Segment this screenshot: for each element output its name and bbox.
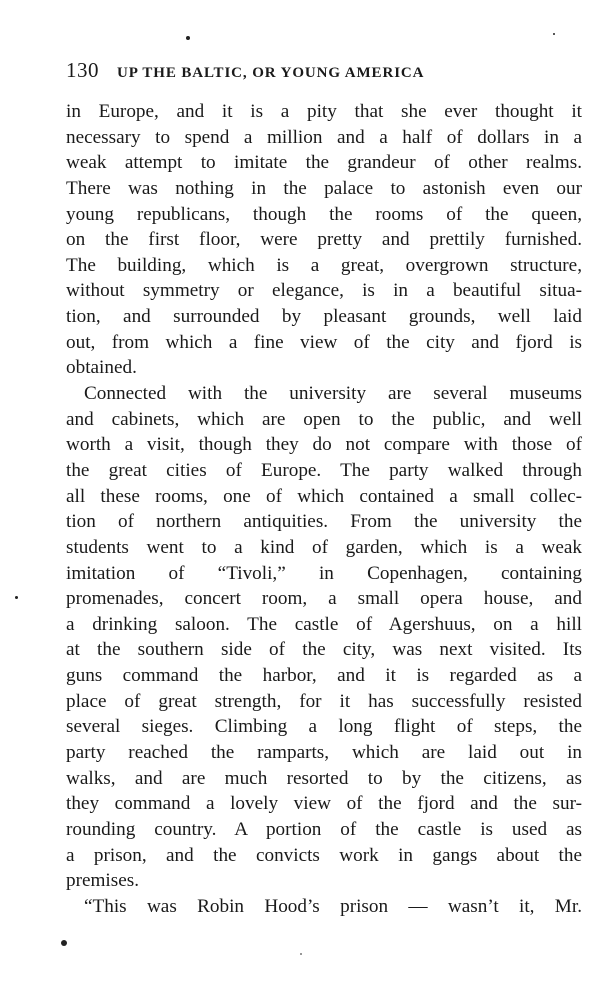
paragraph-end-line: obtained.: [66, 357, 137, 379]
text-line: The building, which is a great, overgrown structure,: [66, 254, 582, 276]
text-line: guns command the harbor, and it is regarded as a: [66, 665, 582, 687]
text-line: out, from which a fine view of the city and fjord is: [66, 331, 582, 353]
text-line: a drinking saloon. The castle of Agershuus, on a hill: [66, 613, 582, 635]
running-title: UP THE BALTIC, OR YOUNG AMERICA: [117, 65, 425, 81]
page-number: 130: [66, 58, 99, 82]
text-line: necessary to spend a million and a half of dollars in a: [66, 126, 582, 148]
text-line: a prison, and the convicts work in gangs about the: [66, 844, 582, 866]
text-line: in Europe, and it is a pity that she ever thought it: [66, 101, 582, 122]
text-line: they command a lovely view of the fjord and the sur-: [66, 793, 582, 815]
text-line: several sieges. Climbing a long flight of steps, the: [66, 716, 582, 738]
text-line: party reached the ramparts, which are laid out in: [66, 742, 582, 764]
text-line: tion, and surrounded by pleasant grounds, well laid: [66, 306, 582, 328]
text-line: students went to a kind of garden, which is a weak: [66, 536, 582, 558]
text-line: walks, and are much resorted to by the citizens, as: [66, 767, 582, 789]
paragraph-start-line: “This was Robin Hood’s prison — wasn’t it, Mr.: [84, 895, 582, 917]
text-line: promenades, concert room, a small opera house, and: [66, 588, 582, 610]
scan-speck: [553, 33, 555, 35]
running-header: [66, 58, 586, 84]
text-line: all these rooms, one of which contained a small collec-: [66, 485, 582, 507]
text-line: rounding country. A portion of the castle is used as: [66, 818, 582, 840]
scan-speck: [15, 596, 18, 599]
page-body-text: [66, 99, 582, 920]
scan-speck: [61, 940, 67, 946]
text-line: imitation of “Tivoli,” in Copenhagen, containing: [66, 562, 582, 584]
text-line: worth a visit, though they do not compare with those of: [66, 434, 582, 456]
text-line: and cabinets, which are open to the public, and well: [66, 408, 582, 430]
text-line: tion of northern antiquities. From the university the: [66, 511, 582, 533]
text-line: place of great strength, for it has successfully resisted: [66, 690, 582, 712]
paragraph-start-line: Connected with the university are several museums: [84, 383, 582, 405]
text-line: the great cities of Europe. The party walked through: [66, 459, 582, 481]
scan-speck: [186, 36, 190, 40]
text-line: weak attempt to imitate the grandeur of other realms.: [66, 152, 582, 174]
text-line: There was nothing in the palace to astonish even our: [66, 177, 582, 199]
text-line: without symmetry or elegance, is in a beautiful situa-: [66, 280, 582, 302]
text-line: at the southern side of the city, was next visited. Its: [66, 639, 582, 661]
text-line: young republicans, though the rooms of the queen,: [66, 203, 582, 225]
paragraph-end-line: premises.: [66, 870, 140, 892]
scan-speck: [300, 953, 302, 955]
text-line: on the first floor, were pretty and prettily furnished.: [66, 229, 582, 251]
